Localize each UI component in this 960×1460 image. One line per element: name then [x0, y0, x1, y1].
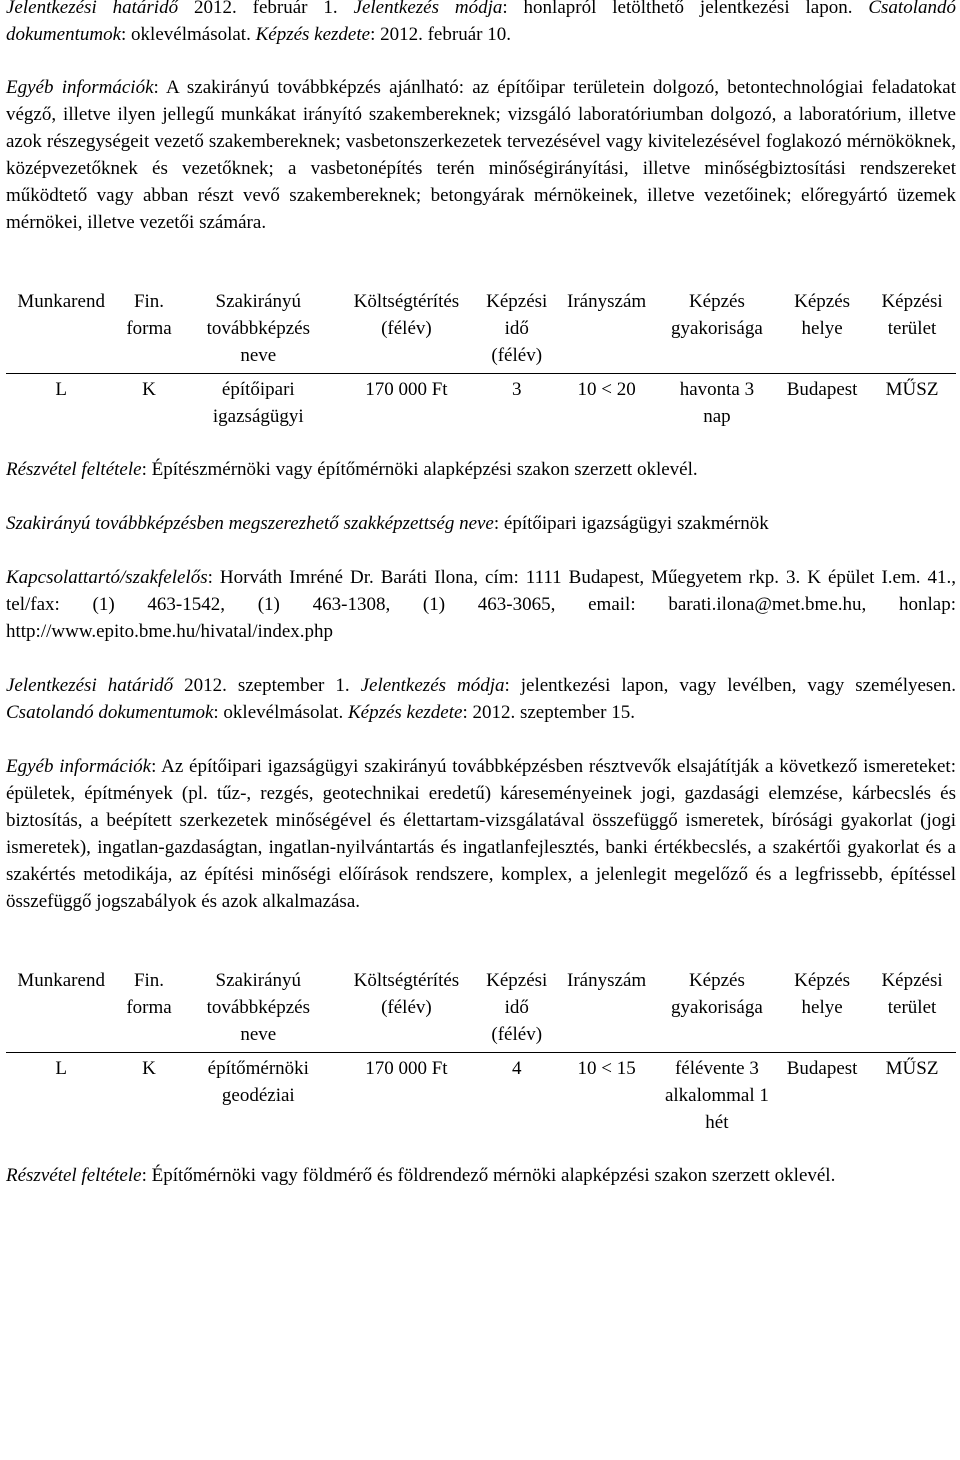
docs-label: Csatolandó dokumentumok	[6, 702, 214, 723]
start-value: : 2012. szeptember 15.	[462, 702, 635, 723]
cell-name: építőipari igazságügyi	[182, 374, 335, 431]
cell-irany: 10 < 20	[556, 374, 658, 431]
cell-time: 4	[478, 1053, 556, 1137]
table-row	[6, 374, 956, 431]
other-info-label: Egyéb információk	[6, 756, 152, 777]
cell-frequency: havonta 3 nap	[658, 374, 776, 431]
participation-condition-2	[6, 1162, 956, 1189]
qualification-paragraph	[6, 510, 956, 537]
method-value: : jelentkezési lapon, vagy levélben, vagy személyesen.	[504, 675, 956, 696]
header-place: Képzés helye	[794, 970, 851, 1018]
deadline-value: 2012. szeptember 1.	[173, 675, 361, 696]
course-table-2	[6, 967, 956, 1136]
method-label: Jelentkezés módja	[360, 675, 505, 696]
header-munkarend: Munkarend	[17, 970, 105, 991]
cell-cost: 170 000 Ft	[335, 1053, 478, 1137]
cell-fin: K	[116, 374, 181, 431]
header-cost: Költségtérítés (félév)	[353, 970, 460, 1018]
condition-value: : Építőmérnöki vagy földmérő és földrendező mérnöki alapképzési szakon szerzett oklevél.	[141, 1165, 836, 1186]
header-name: Szakirányú továbbképzés neve	[206, 970, 310, 1045]
cell-cost: 170 000 Ft	[335, 374, 478, 431]
contact-label: Kapcsolattartó/szakfelelős	[6, 567, 208, 588]
docs-label: Csatolandó dokumentumok	[6, 0, 956, 45]
cell-fin: K	[116, 1053, 181, 1137]
qualification-value: : építőipari igazságügyi szakmérnök	[493, 513, 769, 534]
cell-munkarend: L	[6, 374, 116, 431]
contact-paragraph	[6, 564, 956, 645]
cell-area: MŰSZ	[868, 374, 956, 431]
other-info-paragraph-1	[6, 74, 956, 236]
cell-time: 3	[478, 374, 556, 431]
table-header-row	[6, 288, 956, 374]
application-info-paragraph-2	[6, 672, 956, 726]
start-value: : 2012. február 10.	[370, 24, 511, 45]
method-value: : honlapról letölthető jelentkezési lapon.	[502, 0, 869, 18]
course-table-1	[6, 288, 956, 430]
other-info-value: : A szakirányú továbbképzés ajánlható: az építőipar területein dolgozó, betontechnológiai feladatokat végző, illetve ilyen jellegű munkákat irányító szakembereknek; vizsgáló laboratóriumban dolgozó, a laboratórium, illetve azok részegységeit vezető szakembereknek; vasbetonszerkezetek tervezésével vagy kivitelezésével foglakozó mérnököknek, középvezetőknek és vezetőknek; a vasbetonépítés terén minőségirányítási, illetve minőségbiztosítási rendszereket működtető vagy abban részt vevő szakembereknek; betongyárak mérnökeinek, illetve vezetőinek; előregyártó üzemek mérnökei, illetve vezetői számára.	[6, 77, 956, 233]
header-area: Képzési terület	[881, 970, 943, 1018]
cell-name: építőmérnöki geodéziai	[182, 1053, 335, 1137]
header-name: Szakirányú továbbképzés neve	[206, 291, 310, 366]
deadline-label: Jelentkezési határidő	[6, 675, 174, 696]
other-info-value: : Az építőipari igazságügyi szakirányú továbbképzésben résztvevők elsajátítják a következő ismereteket: épületek, építmények (pl. tűz-, rezgés, geotechnikai eredetű) káreseményeinek jogi, gazdasági elemzése, kárbecslés és biztosítás, a beépített szerkezetek minőségével és élettartam-vizsgálatával összefüggő ismeretek, bírósági gyakorlat (jogi ismeretek), ingatlan-gazdaságtan, ingatlan-nyilvántartás és ingatlanfejlesztés, banki értékbecslés, a szakértői gyakorlat és a szakértés metodikája, az építési minőségi előírások rendszere, komplex, a jelenlegit megelőző és a legfrissebb, építéssel összefüggő jogszabályok és azok alkalmazása.	[6, 756, 956, 912]
cell-frequency: félévente 3 alkalommal 1 hét	[658, 1053, 776, 1137]
header-time: Képzési idő (félév)	[486, 291, 548, 366]
start-label: Képzés kezdete	[255, 24, 371, 45]
contact-value: : Horváth Imréné Dr. Baráti Ilona, cím: 1111 Budapest, Műegyetem rkp. 3. K épület I.em. 41., tel/fax: (1) 463-1542, (1) 463-1308, (1) 463-3065, email: barati.ilona@met.bme.hu, honlap: http://www.epito.bme.hu/hivatal/index.php	[6, 567, 956, 642]
participation-condition-1	[6, 456, 956, 483]
header-time: Képzési idő (félév)	[486, 970, 548, 1045]
header-frequency: Képzés gyakorisága	[671, 970, 763, 1018]
header-fin-forma: Fin. forma	[126, 291, 172, 339]
other-info-label: Egyéb információk	[6, 77, 154, 98]
other-info-paragraph-2	[6, 753, 956, 915]
cell-irany: 10 < 15	[556, 1053, 658, 1137]
header-fin-forma: Fin. forma	[126, 970, 172, 1018]
header-munkarend: Munkarend	[17, 291, 105, 312]
application-info-paragraph-1	[6, 0, 956, 48]
header-irany: Irányszám	[567, 970, 647, 991]
cell-place: Budapest	[776, 374, 868, 431]
qualification-label: Szakirányú továbbképzésben megszerezhető szakképzettség neve	[6, 513, 494, 534]
start-label: Képzés kezdete	[347, 702, 463, 723]
header-area: Képzési terület	[881, 291, 943, 339]
docs-value: : oklevélmásolat.	[121, 24, 256, 45]
table-header-row	[6, 967, 956, 1053]
header-frequency: Képzés gyakorisága	[671, 291, 763, 339]
table-row	[6, 1053, 956, 1137]
header-cost: Költségtérítés (félév)	[353, 291, 460, 339]
header-irany: Irányszám	[567, 291, 647, 312]
deadline-value: 2012. február 1.	[178, 0, 354, 18]
condition-value: : Építészmérnöki vagy építőmérnöki alapképzési szakon szerzett oklevél.	[141, 459, 698, 480]
docs-value: : oklevélmásolat.	[213, 702, 348, 723]
method-label: Jelentkezés módja	[353, 0, 503, 18]
condition-label: Részvétel feltétele	[6, 459, 142, 480]
header-place: Képzés helye	[794, 291, 851, 339]
cell-munkarend: L	[6, 1053, 116, 1137]
cell-area: MŰSZ	[868, 1053, 956, 1137]
deadline-label: Jelentkezési határidő	[6, 0, 179, 18]
condition-label: Részvétel feltétele	[6, 1165, 142, 1186]
cell-place: Budapest	[776, 1053, 868, 1137]
